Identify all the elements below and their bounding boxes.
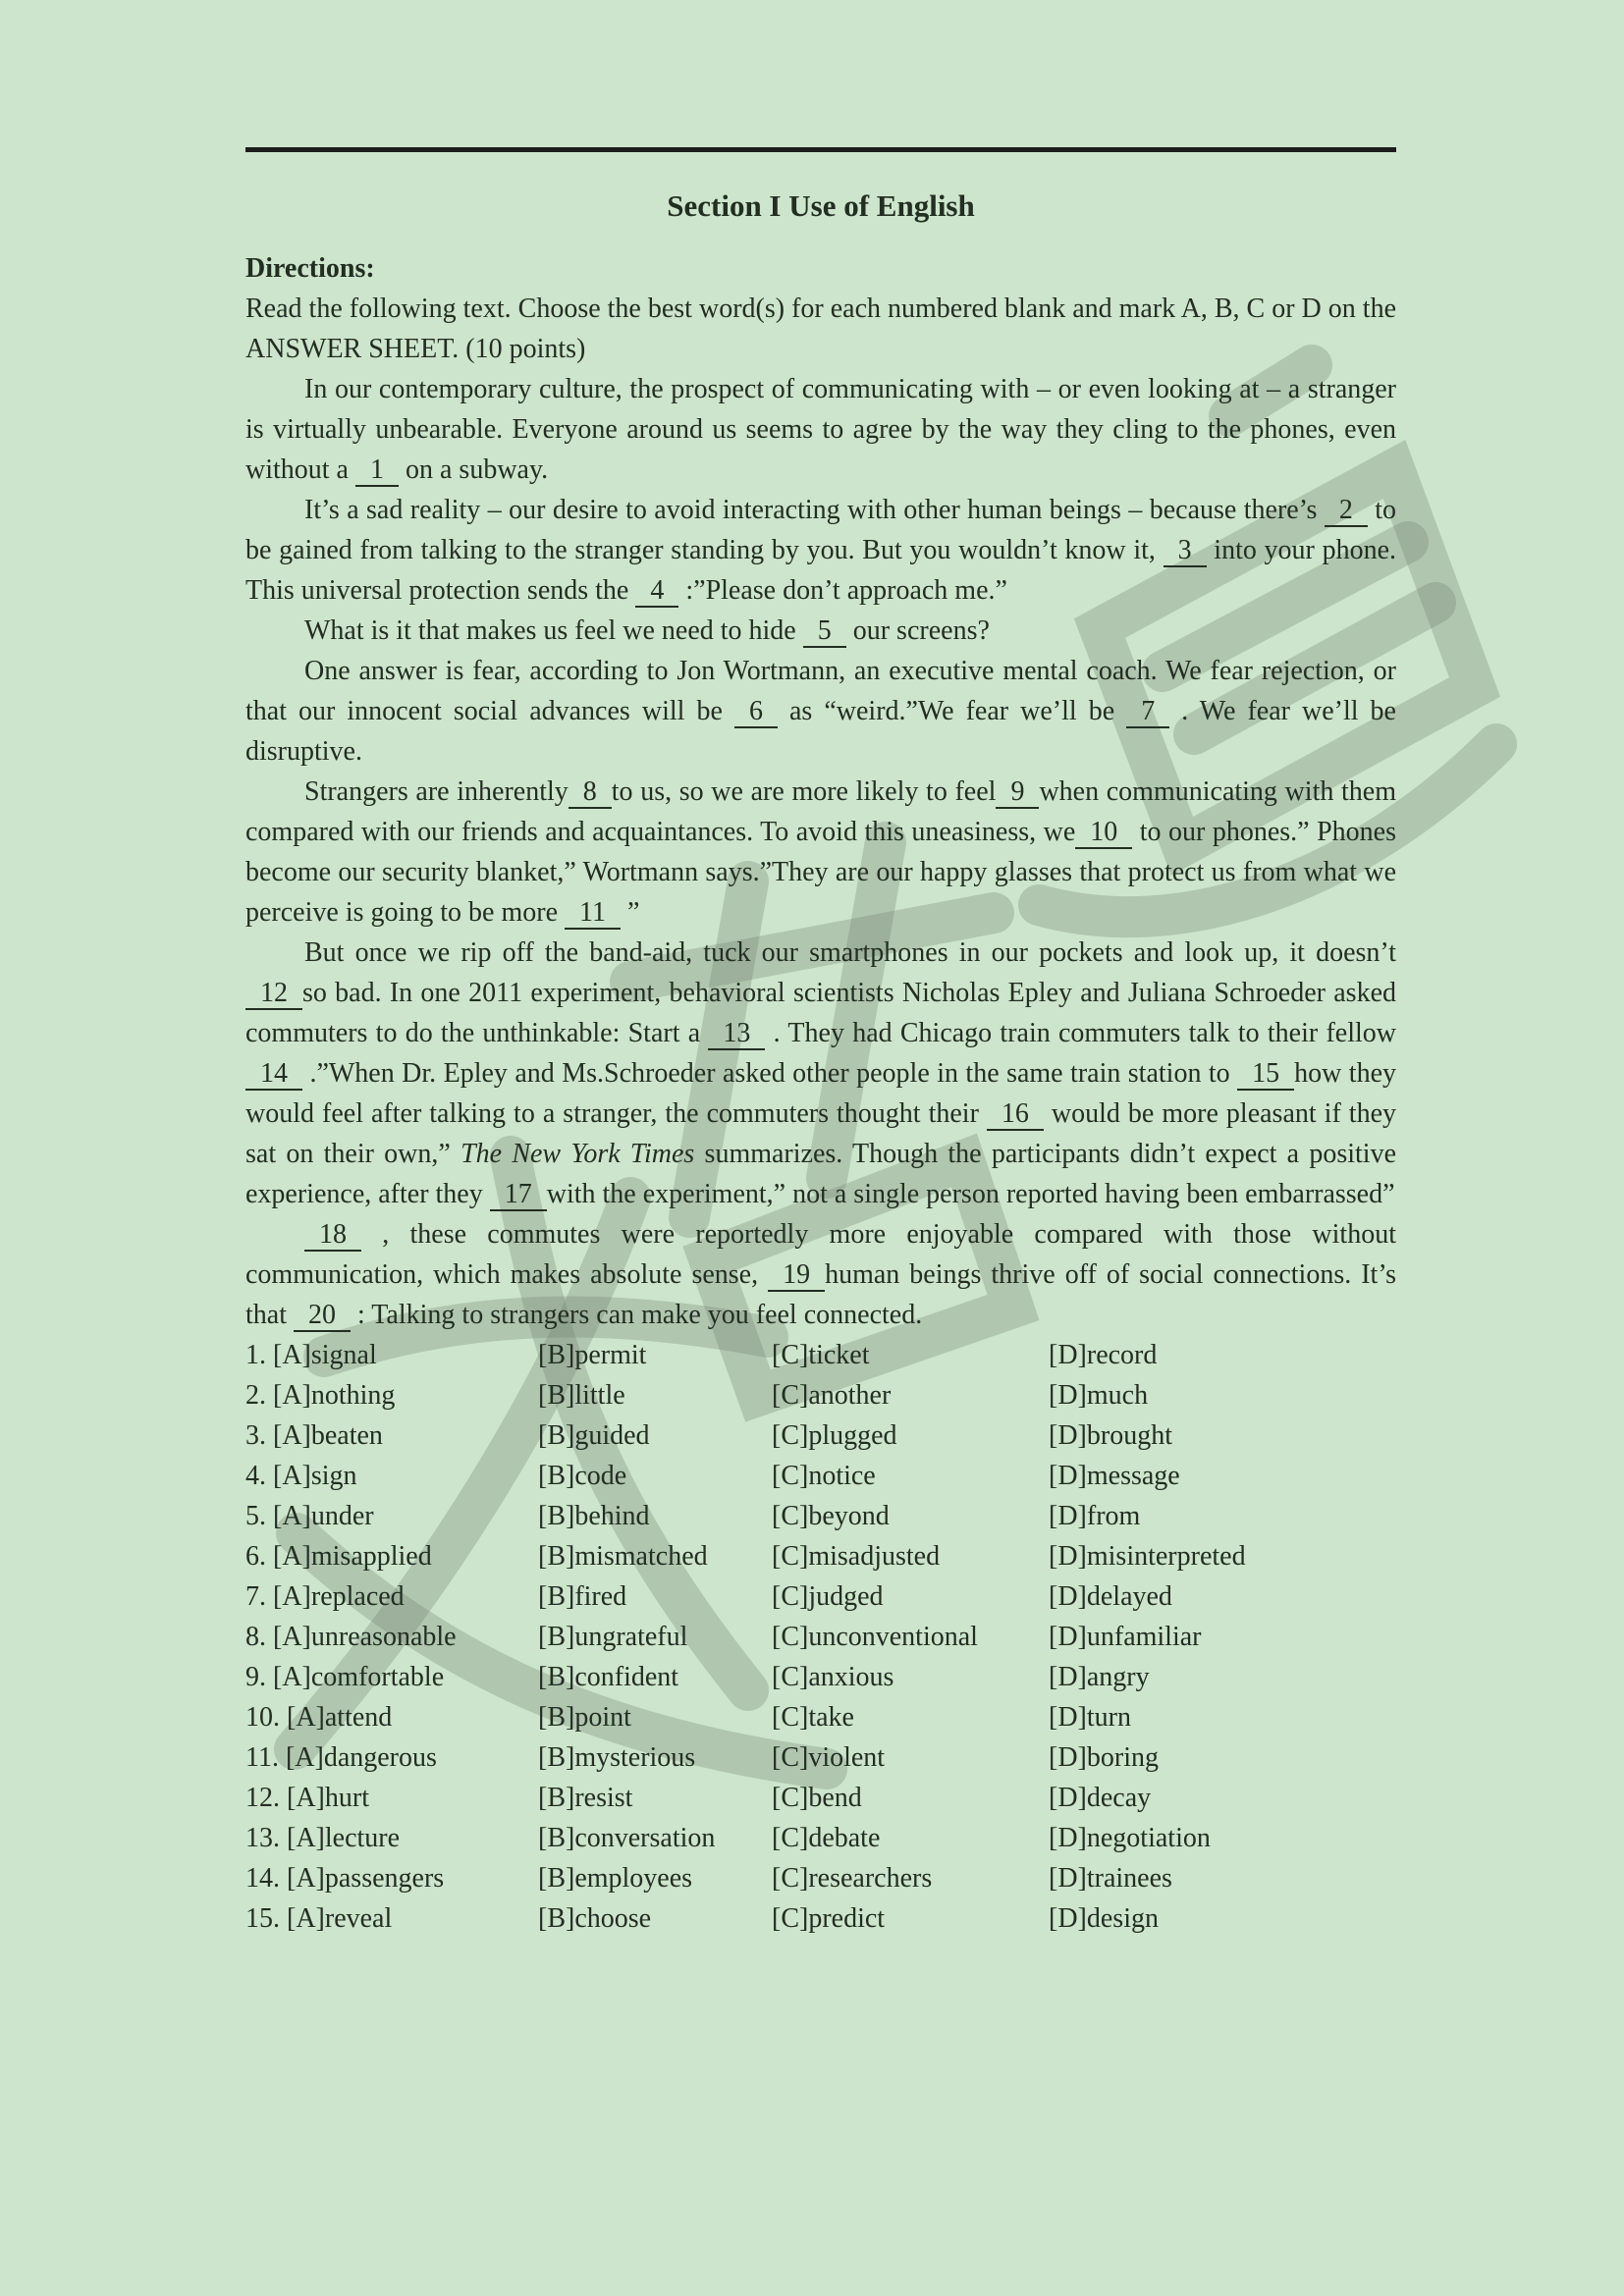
option-cell-c: [C]judged xyxy=(772,1581,884,1612)
option-cell-d: [D]delayed xyxy=(1049,1581,1172,1612)
passage-paragraph: In our contemporary culture, the prospect of communicating with – or even looking at – a stranger is virtually unbearable. Everyone around us seems to agree by the way they cling to the phones, even without a 1 on a subway. xyxy=(245,374,1396,485)
option-cell-d: [D]misinterpreted xyxy=(1049,1541,1246,1572)
italic-text: The New York Times xyxy=(460,1139,695,1169)
cloze-blank: 13 xyxy=(708,1018,765,1050)
option-cell-d: [D]trainees xyxy=(1049,1863,1172,1894)
option-row xyxy=(245,1657,1396,1697)
cloze-blank: 19 xyxy=(768,1259,825,1292)
option-row xyxy=(245,1697,1396,1737)
option-cell-d: [D]from xyxy=(1049,1501,1141,1531)
option-cell-d: [D]decay xyxy=(1049,1783,1152,1813)
option-cell-a: 14. [A]passengers xyxy=(245,1863,445,1894)
option-row xyxy=(245,1576,1396,1617)
option-cell-c: [C]debate xyxy=(772,1823,881,1853)
cloze-blank: 14 xyxy=(245,1058,302,1091)
cloze-blank: 17 xyxy=(490,1179,547,1211)
cloze-blank: 20 xyxy=(294,1300,351,1332)
option-row xyxy=(245,1778,1396,1818)
option-cell-c: [C]violent xyxy=(772,1742,886,1773)
option-cell-b: [B]mismatched xyxy=(538,1541,708,1572)
section-title: Section I Use of English xyxy=(667,188,975,223)
options-list xyxy=(245,1335,1396,1939)
option-row xyxy=(245,1858,1396,1898)
option-cell-b: [B]resist xyxy=(538,1783,633,1813)
option-cell-a: 8. [A]unreasonable xyxy=(245,1622,457,1652)
cloze-blank: 8 xyxy=(568,776,612,809)
cloze-blank: 10 xyxy=(1075,817,1132,849)
option-cell-c: [C]plugged xyxy=(772,1420,897,1451)
option-cell-c: [C]unconventional xyxy=(772,1622,978,1652)
option-cell-d: [D]message xyxy=(1049,1461,1180,1491)
cloze-blank: 5 xyxy=(803,615,846,648)
passage-paragraph: What is it that makes us feel we need to hide 5 our screens? xyxy=(304,615,990,646)
passage-paragraph: Strangers are inherently 8 to us, so we are more likely to feel 9 when communicating with them compared with our friends and acquaintances. To avoid this uneasiness, we 10 to our phones.” Phones become our security blanket,” Wortmann says.”They are our happy glasses that protect us from what we perceive is going to be more 11 ” xyxy=(245,776,1397,928)
cloze-blank: 7 xyxy=(1126,696,1169,728)
option-cell-d: [D]record xyxy=(1049,1340,1158,1370)
option-row xyxy=(245,1375,1396,1415)
option-cell-b: [B]guided xyxy=(538,1420,650,1451)
option-cell-a: 4. [A]sign xyxy=(245,1461,357,1491)
cloze-blank: 6 xyxy=(734,696,778,728)
option-cell-b: [B]mysterious xyxy=(538,1742,696,1773)
option-cell-c: [C]misadjusted xyxy=(772,1541,941,1572)
option-cell-b: [B]permit xyxy=(538,1340,647,1370)
directions-label: Directions: xyxy=(245,253,375,284)
passage-paragraph: One answer is fear, according to Jon Wortmann, an executive mental coach. We fear rejection, or that our innocent social advances will be 6 as “weird.”We fear we’ll be 7 . We fear we’ll be disruptive. xyxy=(245,656,1396,767)
option-row xyxy=(245,1335,1396,1375)
option-cell-a: 1. [A]signal xyxy=(245,1340,377,1370)
option-row xyxy=(245,1898,1396,1939)
cloze-blank: 4 xyxy=(635,575,678,608)
option-cell-c: [C]bend xyxy=(772,1783,862,1813)
option-cell-d: [D]unfamiliar xyxy=(1049,1622,1202,1652)
option-cell-c: [C]researchers xyxy=(772,1863,933,1894)
option-cell-a: 2. [A]nothing xyxy=(245,1380,396,1411)
directions-text: Read the following text. Choose the best word(s) for each numbered blank and mark A, B, C or D on the ANSWER SHEET. (10 points) xyxy=(245,294,1396,364)
cloze-blank: 12 xyxy=(245,978,302,1010)
option-cell-a: 7. [A]replaced xyxy=(245,1581,405,1612)
option-cell-b: [B]code xyxy=(538,1461,627,1491)
passage-paragraph: 18 , these commutes were reportedly more enjoyable compared with those without communication, which makes absolute sense, 19 human beings thrive off of social connections. It’s that 20 : Talking to strangers can make you feel connected. xyxy=(245,1219,1396,1330)
option-cell-b: [B]behind xyxy=(538,1501,650,1531)
cloze-blank: 2 xyxy=(1325,495,1368,527)
option-cell-a: 5. [A]under xyxy=(245,1501,374,1531)
option-cell-a: 13. [A]lecture xyxy=(245,1823,401,1853)
option-cell-c: [C]ticket xyxy=(772,1340,870,1370)
option-row xyxy=(245,1737,1396,1778)
option-row xyxy=(245,1415,1396,1456)
option-row xyxy=(245,1496,1396,1536)
cloze-blank: 18 xyxy=(304,1219,361,1252)
option-row xyxy=(245,1617,1396,1657)
option-row xyxy=(245,1818,1396,1858)
cloze-blank: 1 xyxy=(355,454,399,487)
option-cell-d: [D]boring xyxy=(1049,1742,1159,1773)
option-cell-a: 15. [A]reveal xyxy=(245,1903,393,1934)
option-cell-b: [B]little xyxy=(538,1380,625,1411)
option-cell-d: [D]turn xyxy=(1049,1702,1131,1733)
option-cell-a: 11. [A]dangerous xyxy=(245,1742,437,1773)
passage xyxy=(245,369,1396,1335)
option-cell-d: [D]design xyxy=(1049,1903,1159,1934)
option-cell-d: [D]negotiation xyxy=(1049,1823,1211,1853)
option-row xyxy=(245,1536,1396,1576)
option-cell-b: [B]ungrateful xyxy=(538,1622,688,1652)
passage-paragraph: But once we rip off the band-aid, tuck our smartphones in our pockets and look up, it doesn’t 12 so bad. In one 2011 experiment, behavioral scientists Nicholas Epley and Juliana Schroeder asked commuters to do the unthinkable: Start a 13 . They had Chicago train commuters talk to their fellow 14 .”When Dr. Epley and Ms.Schroeder asked other people in the same train station to 15 how they would feel after talking to a stranger, the commuters thought their 16 would be more pleasant if they sat on their own,” The New York Times summarizes. Though the participants didn’t expect a positive experience, after they 17 with the experiment,” not a single person reported having been embarrassed” xyxy=(245,937,1396,1209)
option-cell-d: [D]brought xyxy=(1049,1420,1172,1451)
cloze-blank: 3 xyxy=(1164,535,1207,567)
option-row xyxy=(245,1456,1396,1496)
cloze-blank: 9 xyxy=(996,776,1039,809)
cloze-blank: 15 xyxy=(1237,1058,1294,1091)
exam-page xyxy=(245,0,1396,1939)
option-cell-a: 12. [A]hurt xyxy=(245,1783,369,1813)
option-cell-c: [C]anxious xyxy=(772,1662,894,1692)
option-cell-d: [D]much xyxy=(1049,1380,1149,1411)
option-cell-a: 9. [A]comfortable xyxy=(245,1662,445,1692)
option-cell-b: [B]conversation xyxy=(538,1823,716,1853)
option-cell-a: 10. [A]attend xyxy=(245,1702,393,1733)
option-cell-c: [C]beyond xyxy=(772,1501,890,1531)
option-cell-d: [D]angry xyxy=(1049,1662,1150,1692)
passage-paragraph: It’s a sad reality – our desire to avoid interacting with other human beings – because there’s 2 to be gained from talking to the stranger standing by you. But you wouldn’t know it, 3 into your phone. This universal protection sends the 4 :”Please don’t approach me.” xyxy=(245,495,1397,606)
cloze-blank: 16 xyxy=(987,1098,1044,1131)
option-cell-b: [B]employees xyxy=(538,1863,693,1894)
option-cell-b: [B]point xyxy=(538,1702,631,1733)
top-rule xyxy=(245,147,1396,152)
option-cell-a: 6. [A]misapplied xyxy=(245,1541,432,1572)
option-cell-c: [C]predict xyxy=(772,1903,886,1934)
option-cell-c: [C]notice xyxy=(772,1461,876,1491)
option-cell-c: [C]another xyxy=(772,1380,892,1411)
option-cell-b: [B]confident xyxy=(538,1662,679,1692)
option-cell-c: [C]take xyxy=(772,1702,854,1733)
cloze-blank: 11 xyxy=(565,897,621,930)
option-cell-b: [B]choose xyxy=(538,1903,652,1934)
option-cell-b: [B]fired xyxy=(538,1581,627,1612)
option-cell-a: 3. [A]beaten xyxy=(245,1420,383,1451)
